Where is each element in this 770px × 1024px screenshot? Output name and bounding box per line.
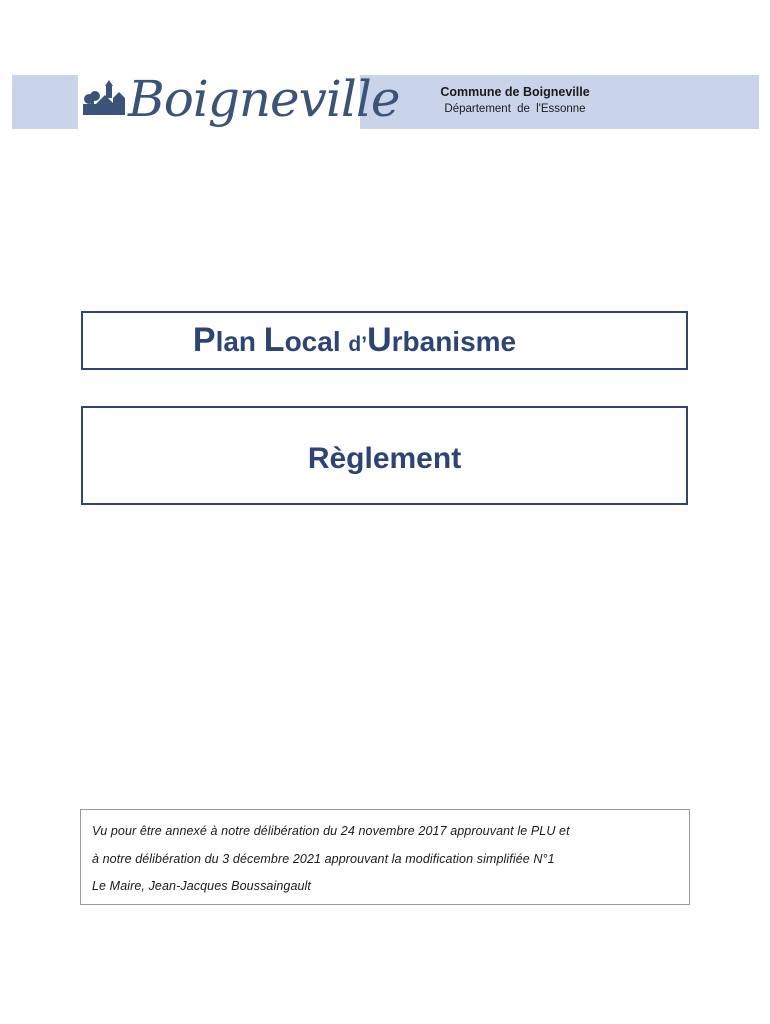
header-commune-block xyxy=(360,84,670,118)
document-title xyxy=(193,321,516,360)
logo-text: Boigneville xyxy=(128,70,400,128)
title-part-urbanisme: rbanisme xyxy=(391,326,517,357)
logo xyxy=(78,68,400,154)
document-title-box xyxy=(81,311,688,370)
approval-note-box xyxy=(80,809,690,905)
approval-note-line-1: Vu pour être annexé à notre délibération du 24 novembre 2017 approuvant le PLU et xyxy=(92,824,570,838)
title-part-d: d’ xyxy=(348,333,368,356)
commune-name: Commune de Boigneville xyxy=(440,85,590,99)
department-name: Département de l'Essonne xyxy=(444,103,586,115)
title-part-local: ocal xyxy=(284,326,349,357)
mayor-signature-line: Le Maire, Jean-Jacques Boussaingault xyxy=(92,879,312,893)
title-initial-p: P xyxy=(192,321,216,359)
title-initial-l: L xyxy=(263,321,285,359)
title-initial-u: U xyxy=(367,321,392,359)
subtitle-box xyxy=(81,406,688,505)
title-part-plan: lan xyxy=(215,326,264,357)
approval-note-line-2: à notre délibération du 3 décembre 2021 approuvant la modification simplifiée N°1 xyxy=(92,851,555,866)
document-subtitle: Règlement xyxy=(307,442,462,475)
